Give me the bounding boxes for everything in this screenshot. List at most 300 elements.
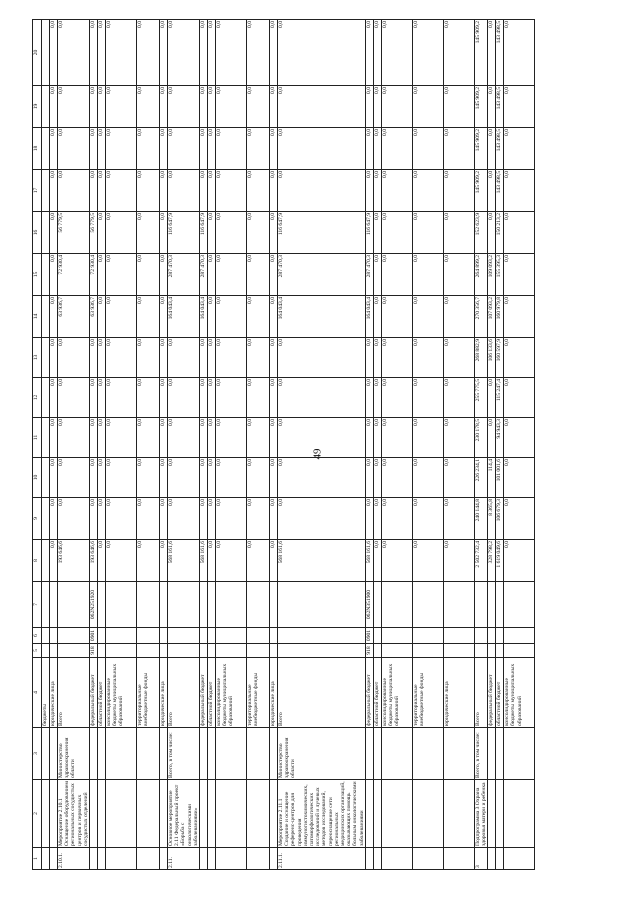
row-number-cell bbox=[137, 848, 160, 870]
amount-cell: 0,0 bbox=[412, 128, 443, 170]
executor-cell bbox=[216, 728, 247, 780]
funding-source-cell: областной бюджет bbox=[496, 658, 504, 728]
table-row bbox=[168, 20, 200, 870]
amount-cell: 0,0 bbox=[278, 458, 366, 498]
amount-cell: 0,0 bbox=[168, 128, 200, 170]
grbs-code-cell bbox=[412, 644, 443, 658]
row-number-cell: 2.11.1. bbox=[278, 848, 366, 870]
activity-name-cell bbox=[412, 780, 443, 848]
executor-cell bbox=[137, 728, 160, 780]
amount-cell: 1 619 049,6 bbox=[496, 540, 504, 582]
column-header: 3 bbox=[33, 728, 42, 780]
target-article-cell bbox=[488, 582, 496, 628]
amount-cell: 145 909,2 bbox=[474, 86, 487, 128]
amount-cell: 0,0 bbox=[208, 128, 216, 170]
activity-name-cell bbox=[381, 780, 412, 848]
executor-cell bbox=[50, 728, 58, 780]
grbs-code-cell: 918 bbox=[90, 644, 98, 658]
executor-cell bbox=[90, 728, 98, 780]
target-article-cell: 062N351900 bbox=[365, 582, 373, 628]
amount-cell: 0,0 bbox=[208, 498, 216, 540]
amount-cell: 2 502 732,4 bbox=[474, 540, 487, 582]
amount-cell: 0,0 bbox=[412, 170, 443, 212]
row-number-cell bbox=[98, 848, 106, 870]
amount-cell: 0,0 bbox=[168, 20, 200, 86]
amount-cell: 287 470,3 bbox=[168, 254, 200, 296]
amount-cell: 0,0 bbox=[50, 378, 58, 418]
row-number-cell bbox=[42, 848, 50, 870]
target-article-cell bbox=[216, 582, 247, 628]
activity-name-cell bbox=[270, 780, 278, 848]
amount-cell bbox=[42, 458, 50, 498]
amount-cell: 0,0 bbox=[412, 296, 443, 338]
row-number-cell: 3 bbox=[474, 848, 487, 870]
amount-cell: 56 779,5 bbox=[90, 212, 98, 254]
amount-cell: 0,0 bbox=[137, 296, 160, 338]
amount-cell: 0,0 bbox=[365, 498, 373, 540]
amount-cell: 0,0 bbox=[373, 498, 381, 540]
executor-cell bbox=[270, 728, 278, 780]
amount-cell: 0,0 bbox=[504, 212, 535, 254]
amount-cell: 116 647,9 bbox=[278, 212, 366, 254]
amount-cell: 0,0 bbox=[365, 128, 373, 170]
amount-cell: 0,0 bbox=[216, 170, 247, 212]
column-header: 16 bbox=[33, 212, 42, 254]
amount-cell: 0,0 bbox=[504, 128, 535, 170]
activity-name-cell bbox=[42, 780, 50, 848]
amount-cell: 0,0 bbox=[160, 296, 168, 338]
amount-cell: 0,0 bbox=[247, 458, 270, 498]
target-article-cell bbox=[381, 582, 412, 628]
table-row bbox=[496, 20, 504, 870]
amount-cell: 0,0 bbox=[365, 458, 373, 498]
amount-cell: 0,0 bbox=[443, 296, 474, 338]
amount-cell: 0,0 bbox=[216, 378, 247, 418]
amount-cell: 0,0 bbox=[504, 458, 535, 498]
row-number-cell bbox=[270, 848, 278, 870]
amount-cell: 0,0 bbox=[50, 20, 58, 86]
amount-cell: 193 646,6 bbox=[90, 540, 98, 582]
section-code-cell: 0901 bbox=[90, 628, 98, 644]
amount-cell: 0,0 bbox=[381, 418, 412, 458]
table-row bbox=[474, 20, 487, 870]
funding-source-cell: федеральный бюджет bbox=[365, 658, 373, 728]
amount-cell: 0,0 bbox=[278, 86, 366, 128]
amount-cell: 0,0 bbox=[488, 378, 496, 418]
amount-cell: 0,0 bbox=[160, 540, 168, 582]
page-number: 49 bbox=[311, 448, 324, 460]
amount-cell: 0,0 bbox=[443, 498, 474, 540]
funding-source-cell: федеральный бюджет bbox=[90, 658, 98, 728]
funding-source-cell: юридические лица bbox=[270, 658, 278, 728]
amount-cell: 0,0 bbox=[216, 128, 247, 170]
amount-cell bbox=[42, 212, 50, 254]
amount-cell: 0,0 bbox=[216, 212, 247, 254]
amount-cell: 0,0 bbox=[247, 254, 270, 296]
amount-cell: 0,0 bbox=[58, 418, 90, 458]
amount-cell: 0,0 bbox=[443, 86, 474, 128]
amount-cell: 0,0 bbox=[373, 378, 381, 418]
funding-source-cell: Всего bbox=[168, 658, 200, 728]
amount-cell: 0,0 bbox=[50, 540, 58, 582]
amount-cell: 0,0 bbox=[208, 296, 216, 338]
target-article-cell bbox=[373, 582, 381, 628]
funding-source-cell: федеральный бюджет bbox=[200, 658, 208, 728]
funding-source-cell: юридические лица bbox=[443, 658, 474, 728]
amount-cell: 0,0 bbox=[270, 458, 278, 498]
amount-cell: 114,4 bbox=[488, 458, 496, 498]
amount-cell: 164 043,4 bbox=[200, 296, 208, 338]
section-code-cell bbox=[496, 628, 504, 644]
section-code-cell bbox=[168, 628, 200, 644]
amount-cell: 0,0 bbox=[160, 378, 168, 418]
row-number-cell bbox=[90, 848, 98, 870]
amount-cell: 0,0 bbox=[270, 212, 278, 254]
amount-cell: 0,0 bbox=[137, 20, 160, 86]
amount-cell: 0,0 bbox=[58, 86, 90, 128]
amount-cell: 0,0 bbox=[90, 20, 98, 86]
grbs-code-cell bbox=[443, 644, 474, 658]
executor-cell bbox=[42, 728, 50, 780]
amount-cell: 0,0 bbox=[247, 170, 270, 212]
grbs-code-cell bbox=[106, 644, 137, 658]
amount-cell: 328 798,2 bbox=[488, 540, 496, 582]
amount-cell: 287 470,3 bbox=[365, 254, 373, 296]
target-article-cell bbox=[412, 582, 443, 628]
row-number-cell bbox=[365, 848, 373, 870]
amount-cell: 0,0 bbox=[412, 254, 443, 296]
amount-cell: 0,0 bbox=[137, 378, 160, 418]
amount-cell: 152 623,9 bbox=[474, 212, 487, 254]
amount-cell: 0,0 bbox=[381, 20, 412, 86]
amount-cell: 94 943,3 bbox=[496, 418, 504, 458]
section-code-cell bbox=[474, 628, 487, 644]
amount-cell: 0,0 bbox=[98, 20, 106, 86]
amount-cell: 0,0 bbox=[208, 338, 216, 378]
table-row bbox=[247, 20, 270, 870]
amount-cell: 101 001,6 bbox=[496, 458, 504, 498]
amount-cell: 0,0 bbox=[58, 128, 90, 170]
target-article-cell bbox=[137, 582, 160, 628]
table-row bbox=[106, 20, 137, 870]
amount-cell: 116 647,9 bbox=[365, 212, 373, 254]
amount-cell: 63 936,7 bbox=[90, 296, 98, 338]
amount-cell: 0,0 bbox=[381, 458, 412, 498]
amount-cell: 116 647,9 bbox=[168, 212, 200, 254]
amount-cell: 0,0 bbox=[106, 540, 137, 582]
amount-cell: 0,0 bbox=[160, 170, 168, 212]
executor-cell bbox=[496, 728, 504, 780]
activity-name-cell bbox=[247, 780, 270, 848]
amount-cell: 0,0 bbox=[443, 254, 474, 296]
column-header: 13 bbox=[33, 338, 42, 378]
row-number-cell bbox=[200, 848, 208, 870]
amount-cell: 270 356,7 bbox=[474, 296, 487, 338]
executor-cell: Всего, в том числе: bbox=[168, 728, 200, 780]
amount-cell bbox=[42, 418, 50, 458]
funding-source-cell: областной бюджет bbox=[208, 658, 216, 728]
amount-cell: 0,0 bbox=[247, 20, 270, 86]
amount-cell bbox=[42, 20, 50, 86]
amount-cell: 0,0 bbox=[98, 296, 106, 338]
amount-cell: 0,0 bbox=[98, 338, 106, 378]
table-row bbox=[216, 20, 247, 870]
table-row bbox=[90, 20, 98, 870]
amount-cell: 0,0 bbox=[443, 170, 474, 212]
amount-cell: 0,0 bbox=[381, 254, 412, 296]
amount-cell: 0,0 bbox=[160, 212, 168, 254]
amount-cell: 0,0 bbox=[270, 540, 278, 582]
funding-source-cell: консолидированные бюджеты муниципальных образований bbox=[216, 658, 247, 728]
amount-cell: 0,0 bbox=[381, 212, 412, 254]
amount-cell: 0,0 bbox=[58, 338, 90, 378]
amount-cell: 0,0 bbox=[365, 418, 373, 458]
amount-cell: 0,0 bbox=[200, 86, 208, 128]
amount-cell: 0,0 bbox=[216, 86, 247, 128]
amount-cell bbox=[42, 86, 50, 128]
column-header: 12 bbox=[33, 378, 42, 418]
amount-cell: 56 779,5 bbox=[58, 212, 90, 254]
target-article-cell bbox=[496, 582, 504, 628]
amount-cell: 0,0 bbox=[504, 498, 535, 540]
amount-cell: 8 365,8 bbox=[488, 498, 496, 540]
column-header: 19 bbox=[33, 86, 42, 128]
amount-cell: 0,0 bbox=[106, 20, 137, 86]
amount-cell: 0,0 bbox=[137, 498, 160, 540]
table-row bbox=[488, 20, 496, 870]
section-code-cell bbox=[443, 628, 474, 644]
grbs-code-cell bbox=[216, 644, 247, 658]
amount-cell: 0,0 bbox=[381, 540, 412, 582]
activity-name-cell bbox=[200, 780, 208, 848]
executor-cell bbox=[443, 728, 474, 780]
grbs-code-cell bbox=[247, 644, 270, 658]
amount-cell: 0,0 bbox=[208, 170, 216, 212]
activity-name-cell bbox=[373, 780, 381, 848]
amount-cell: 0,0 bbox=[137, 212, 160, 254]
amount-cell: 0,0 bbox=[168, 170, 200, 212]
grbs-code-cell: 918 bbox=[365, 644, 373, 658]
table-row bbox=[50, 20, 58, 870]
target-article-cell bbox=[247, 582, 270, 628]
table-row bbox=[58, 20, 90, 870]
section-code-cell bbox=[270, 628, 278, 644]
amount-cell: 0,0 bbox=[504, 540, 535, 582]
rotated-table-container bbox=[32, 21, 523, 870]
amount-cell: 0,0 bbox=[58, 20, 90, 86]
amount-cell: 164 043,4 bbox=[365, 296, 373, 338]
amount-cell: 0,0 bbox=[270, 418, 278, 458]
activity-name-cell bbox=[208, 780, 216, 848]
target-article-cell bbox=[200, 582, 208, 628]
amount-cell: 72 930,4 bbox=[90, 254, 98, 296]
activity-name-cell bbox=[216, 780, 247, 848]
amount-cell: 0,0 bbox=[160, 86, 168, 128]
section-code-cell bbox=[373, 628, 381, 644]
amount-cell: 0,0 bbox=[200, 20, 208, 86]
amount-cell: 0,0 bbox=[208, 20, 216, 86]
amount-cell: 0,0 bbox=[58, 498, 90, 540]
funding-source-cell: территориальные внебюджетные фонды bbox=[247, 658, 270, 728]
amount-cell: 0,0 bbox=[412, 498, 443, 540]
amount-cell: 0,0 bbox=[270, 128, 278, 170]
amount-cell: 0,0 bbox=[106, 378, 137, 418]
amount-cell: 0,0 bbox=[373, 86, 381, 128]
amount-cell: 0,0 bbox=[270, 378, 278, 418]
section-code-cell bbox=[200, 628, 208, 644]
amount-cell: 0,0 bbox=[381, 170, 412, 212]
amount-cell: 0,0 bbox=[412, 458, 443, 498]
executor-cell: Министерство здравоохранения области bbox=[278, 728, 366, 780]
column-header: 17 bbox=[33, 170, 42, 212]
funding-source-cell: консолидированные бюджеты муниципальных образований bbox=[504, 658, 535, 728]
amount-cell: 0,0 bbox=[365, 20, 373, 86]
column-header: 5 bbox=[33, 644, 42, 658]
grbs-code-cell bbox=[474, 644, 487, 658]
funding-source-cell: федеральный бюджет bbox=[488, 658, 496, 728]
amount-cell: 0,0 bbox=[90, 338, 98, 378]
amount-cell: 268 882,9 bbox=[474, 338, 487, 378]
amount-cell: 0,0 bbox=[373, 458, 381, 498]
amount-cell: 0,0 bbox=[200, 170, 208, 212]
amount-cell: 0,0 bbox=[168, 458, 200, 498]
amount-cell: 0,0 bbox=[90, 458, 98, 498]
funding-source-cell: территориальные внебюджетные фонды bbox=[137, 658, 160, 728]
amount-cell: 0,0 bbox=[365, 378, 373, 418]
executor-cell bbox=[412, 728, 443, 780]
amount-cell: 0,0 bbox=[247, 338, 270, 378]
amount-cell: 0,0 bbox=[137, 458, 160, 498]
grbs-code-cell bbox=[373, 644, 381, 658]
amount-cell: 0,0 bbox=[98, 212, 106, 254]
amount-cell: 0,0 bbox=[98, 418, 106, 458]
funding-source-cell: Всего bbox=[278, 658, 366, 728]
amount-cell: 0,0 bbox=[504, 86, 535, 128]
amount-cell: 0,0 bbox=[168, 338, 200, 378]
amount-cell: 0,0 bbox=[168, 498, 200, 540]
amount-cell: 0,0 bbox=[412, 418, 443, 458]
activity-name-cell bbox=[488, 780, 496, 848]
amount-cell: 0,0 bbox=[373, 296, 381, 338]
amount-cell: 0,0 bbox=[412, 86, 443, 128]
amount-cell: 568 161,6 bbox=[168, 540, 200, 582]
funding-source-cell: областной бюджет bbox=[98, 658, 106, 728]
grbs-code-cell bbox=[504, 644, 535, 658]
section-code-cell bbox=[216, 628, 247, 644]
amount-cell: 0,0 bbox=[168, 86, 200, 128]
amount-cell: 0,0 bbox=[504, 338, 535, 378]
table-body bbox=[42, 20, 535, 870]
amount-cell: 0,0 bbox=[58, 458, 90, 498]
funding-source-cell: консолидированные бюджеты муниципальных образований bbox=[381, 658, 412, 728]
amount-cell: 0,0 bbox=[90, 378, 98, 418]
section-code-cell bbox=[42, 628, 50, 644]
grbs-code-cell bbox=[168, 644, 200, 658]
amount-cell: 0,0 bbox=[50, 418, 58, 458]
executor-cell bbox=[160, 728, 168, 780]
grbs-code-cell bbox=[278, 644, 366, 658]
grbs-code-cell bbox=[488, 644, 496, 658]
amount-cell: 0,0 bbox=[90, 418, 98, 458]
section-code-cell bbox=[50, 628, 58, 644]
amount-cell: 0,0 bbox=[504, 378, 535, 418]
table-row bbox=[160, 20, 168, 870]
amount-cell bbox=[42, 498, 50, 540]
section-code-cell bbox=[412, 628, 443, 644]
target-article-cell bbox=[98, 582, 106, 628]
amount-cell: 164 043,4 bbox=[278, 296, 366, 338]
table-row bbox=[365, 20, 373, 870]
table-row bbox=[373, 20, 381, 870]
row-number-cell bbox=[488, 848, 496, 870]
table-row bbox=[443, 20, 474, 870]
amount-cell: 0,0 bbox=[488, 418, 496, 458]
column-header: 20 bbox=[33, 20, 42, 86]
row-number-cell bbox=[496, 848, 504, 870]
amount-cell: 0,0 bbox=[58, 378, 90, 418]
amount-cell: 0,0 bbox=[381, 296, 412, 338]
grbs-code-cell bbox=[208, 644, 216, 658]
amount-cell: 0,0 bbox=[200, 498, 208, 540]
amount-cell: 0,0 bbox=[247, 378, 270, 418]
column-header: 11 bbox=[33, 418, 42, 458]
amount-cell: 0,0 bbox=[106, 86, 137, 128]
target-article-cell bbox=[208, 582, 216, 628]
amount-cell: 0,0 bbox=[106, 128, 137, 170]
amount-cell: 0,0 bbox=[488, 170, 496, 212]
row-number-cell: 2.10.1. bbox=[58, 848, 90, 870]
funding-source-cell: юридические лица bbox=[50, 658, 58, 728]
grbs-code-cell bbox=[42, 644, 50, 658]
amount-cell: 0,0 bbox=[50, 458, 58, 498]
amount-cell: 0,0 bbox=[106, 296, 137, 338]
amount-cell: 160 979,8 bbox=[496, 296, 504, 338]
amount-cell: 0,0 bbox=[90, 498, 98, 540]
row-number-cell bbox=[106, 848, 137, 870]
funding-source-cell: Всего bbox=[58, 658, 90, 728]
amount-cell: 0,0 bbox=[412, 338, 443, 378]
executor-cell bbox=[504, 728, 535, 780]
executor-cell bbox=[488, 728, 496, 780]
amount-cell: 0,0 bbox=[278, 338, 366, 378]
amount-cell: 0,0 bbox=[106, 418, 137, 458]
amount-cell: 0,0 bbox=[208, 418, 216, 458]
amount-cell: 0,0 bbox=[247, 418, 270, 458]
amount-cell: 0,0 bbox=[247, 212, 270, 254]
amount-cell: 0,0 bbox=[98, 254, 106, 296]
amount-cell: 0,0 bbox=[488, 128, 496, 170]
target-article-cell bbox=[270, 582, 278, 628]
amount-cell: 0,0 bbox=[216, 20, 247, 86]
amount-cell: 0,0 bbox=[216, 254, 247, 296]
amount-cell bbox=[42, 128, 50, 170]
amount-cell: 0,0 bbox=[216, 296, 247, 338]
amount-cell: 0,0 bbox=[270, 338, 278, 378]
amount-cell: 0,0 bbox=[50, 296, 58, 338]
column-header: 10 bbox=[33, 458, 42, 498]
activity-name-cell: Мероприятие 2.11.1 Создание и оснащение референс-центров для проведения иммуногистохимических, патоморфологических исследований и лучевых методов исследований, переоснащение сети региональных медицинских организаций, оказывающих помощь больным онкологическими заболеваниями bbox=[278, 781, 365, 846]
amount-cell: 0,0 bbox=[137, 418, 160, 458]
activity-name-cell bbox=[443, 780, 474, 848]
row-number-cell bbox=[247, 848, 270, 870]
amount-cell: 0,0 bbox=[50, 170, 58, 212]
activity-name-cell bbox=[160, 780, 168, 848]
amount-cell bbox=[42, 254, 50, 296]
amount-cell bbox=[42, 296, 50, 338]
amount-cell: 0,0 bbox=[443, 20, 474, 86]
activity-name-cell bbox=[98, 780, 106, 848]
amount-cell: 116 647,9 bbox=[200, 212, 208, 254]
